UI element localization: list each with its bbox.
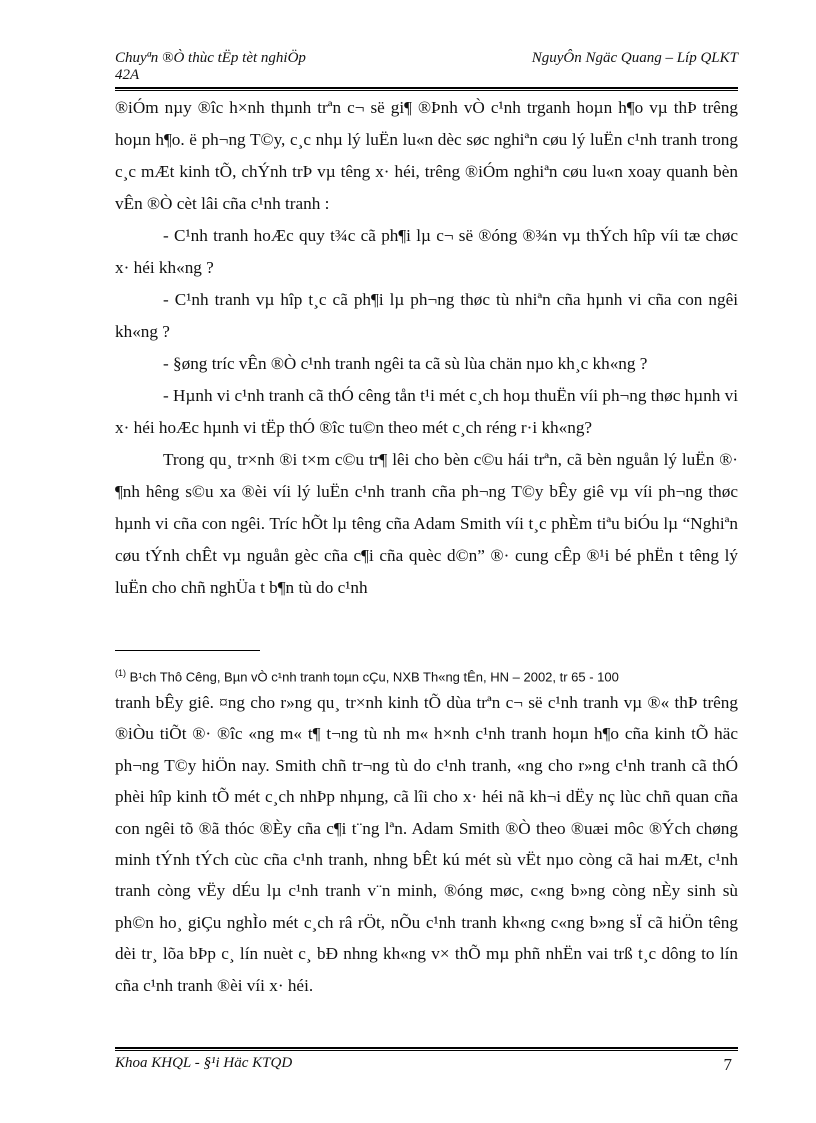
header-document-title: Chuyªn ®Ò thùc tËp tèt nghiÖp — [115, 50, 306, 66]
question-item: - C¹nh tranh vµ hîp t¸c cã ph¶i lµ ph¬ng thøc tù nhiªn cña hµnh vi cña con ngêi kh«ng ? — [115, 290, 738, 341]
header-document-title-line2: 42A — [115, 67, 140, 83]
footnote-separator — [115, 650, 260, 651]
page-footer — [115, 1055, 738, 1075]
question-item: - C¹nh tranh hoÆc quy t¾c cã ph¶i lµ c¬ së ®óng ®¾n vµ thÝch hîp víi tæ chøc x· héi kh«ng ? — [115, 226, 738, 277]
paragraph: tranh bÊy giê. ¤ng cho r»ng qu¸ tr×nh kinh tÕ dùa trªn c¬ së c¹nh tranh vµ ®« thÞ trêng ®iÒu tiÕt ®· ®îc «ng m« t¶ t¬ng tù nh m« h×nh c¹nh tranh hoµn h¶o cña kinh tÕ häc ph¬ng T©y hiÖn nay. Smith chñ tr¬ng tù do c¹nh tranh, «ng cho r»ng c¹nh tranh cã thÓ phèi hîp kinh tÕ mét c¸ch nhÞp nhµng, cã lîi cho x· héi nã kh¬i dËy nç lùc chñ quan cña con ngêi tõ ®ã thóc ®Èy cña c¶i t¨ng lªn. Adam Smith ®Ò theo ®uæi môc ®Ých chøng minh tÝnh tÝch cùc cña c¹nh tranh, nhng bÊt kú mét sù vËt nµo còng cã hai mÆt, c¹nh tranh còng vËy dÉu lµ c¹nh tranh v¨n minh, ®óng møc, c«ng b»ng còng nÈy sinh sù ph©n ho¸ giÇu nghÌo mét c¸ch râ rÖt, nÕu c¹nh tranh kh«ng c«ng b»ng sÏ cã hiÖn têng dèi tr¸ lõa bÞp c¸ lín nuèt c¸ bÐ nhng kh«ng v× thÕ mµ phñ nhËn vai trß t¸c dông to lín cña c¹nh tranh ®èi víi x· héi. — [115, 693, 738, 995]
question-item: - Hµnh vi c¹nh tranh cã thÓ cêng tån t¹i mét c¸ch hoµ thuËn víi ph¬ng thøc hµnh vi x· héi hoÆc hµnh vi tËp thÓ ®îc tu©n theo mét c¸ch réng r·i kh«ng? — [115, 386, 738, 437]
paragraph: Trong qu¸ tr×nh ®i t×m c©u tr¶ lêi cho bèn c©u hái trªn, cã bèn nguån lý luËn ®· ¶nh hêng s©u xa ®èi víi lý luËn c¹nh tranh cña ph¬ng T©y bÊy giê vµ víi ph¬ng thøc hµnh vi cña con ngêi. Tríc hÕt lµ têng cña Adam Smith víi t¸c phÈm tiªu biÓu lµ “Nghiªn cøu tÝnh chÊt vµ nguån gèc cña c¶i cña quèc d©n” ®· cung cÊp ®¹i bé phËn t têng lý luËn cho chñ nghÜa t b¶n tù do c¹nh — [115, 450, 738, 597]
question-item: - §øng tríc vÊn ®Ò c¹nh tranh ngêi ta cã sù lùa chän nµo kh¸c kh«ng ? — [163, 354, 648, 373]
paragraph: ®iÓm nµy ®îc h×nh thµnh trªn c¬ së gi¶ ®Þnh vÒ c¹nh trganh hoµn h¶o vµ thÞ trêng hoµn h¶o. ë ph¬ng T©y, c¸c nhµ lý luËn lu«n dèc søc nghiªn cøu lý luËn c¹nh tranh trong c¸c mÆt kinh tÕ, chÝnh trÞ vµ têng x· héi, trêng ®iÓm nghiªn cøu lu«n xoay quanh bèn vÊn ®Ò cèt lâi cña c¹nh tranh : — [115, 98, 738, 213]
page-header — [115, 50, 738, 84]
header-rule — [115, 87, 738, 91]
footer-institution: Khoa KHQL - §¹i Häc KTQD — [115, 1055, 293, 1071]
page-number: 7 — [723, 1055, 732, 1074]
footnote — [115, 664, 738, 686]
footer-rule — [115, 1047, 738, 1051]
main-text-continued — [115, 687, 738, 1001]
footnote-marker: (1) — [115, 668, 126, 678]
main-text — [115, 92, 738, 604]
header-author: NguyÔn Ngäc Quang – Líp QLKT — [531, 50, 738, 66]
footnote-text: B¹ch Thô Cêng, Bµn vÒ c¹nh tranh toµn cÇu, NXB Th«ng tÊn, HN – 2002, tr 65 - 100 — [129, 669, 619, 685]
